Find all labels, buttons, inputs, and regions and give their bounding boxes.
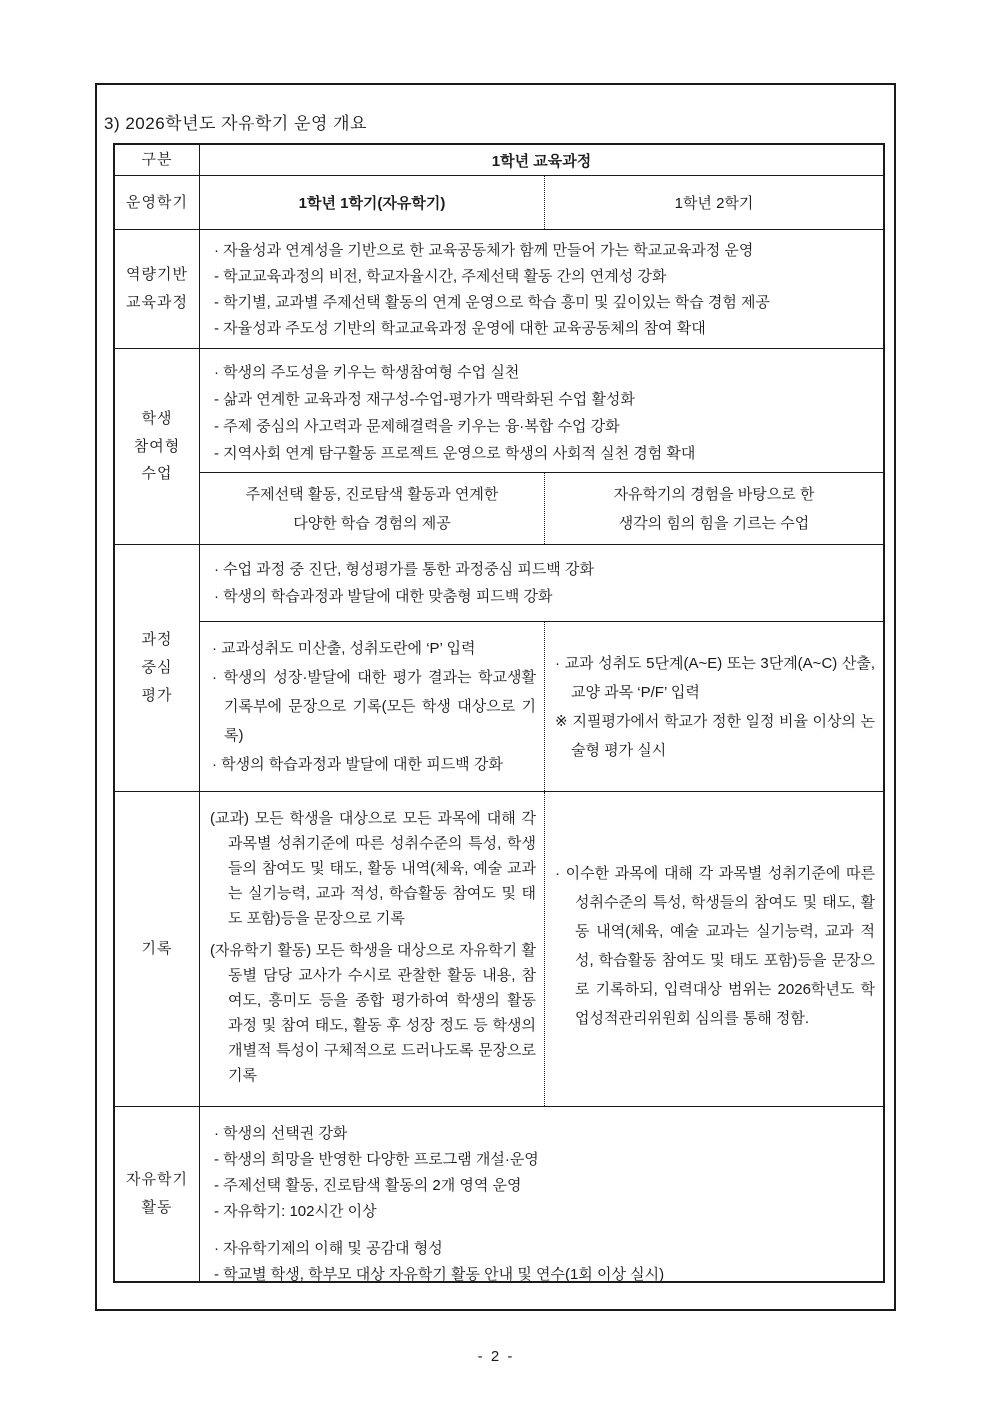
participation-label-line: 학생 [141,409,173,427]
bullet-item: · 학생의 학습과정과 발달에 대한 맞춤형 피드백 강화 [214,588,553,605]
participation-bullets [200,349,883,473]
competency-label-line: 역량기반 [126,266,188,284]
sub-left-line: 다양한 학습 경험의 제공 [293,514,451,532]
free-semester-label-line: 활동 [141,1199,173,1216]
bullet-group-gap [214,1225,871,1236]
table-row-header [115,145,883,176]
sub-right-line: 자유학기의 경험을 바탕으로 한 [613,485,815,503]
record-paragraph: · 이수한 과목에 대해 각 과목별 성취기준에 따른 성취수준의 특성, 학생들의 참여도 및 태도, 활동 내역(체육, 예술 교과는 실기능력, 교과 적성, 학습활동 참여도 및 태도 포함)등을 문장으로 기록하되, 입력대상 범위는 2026학년도 학업성적관리위원회 심의를 통해 정함. [555,864,875,1027]
assessment-sub-row [200,622,883,791]
bullet-item: · 학생의 주도성을 키우는 학생참여형 수업 실천 [214,364,520,381]
bullet-item: · 교과 성취도 5단계(A~E) 또는 3단계(A~C) 산출, 교양 과목 ‘P/F’ 입력 [555,654,875,701]
assessment-bullets [200,545,883,622]
document-title: 3) 2026학년도 자유학기 운영 개요 [104,114,367,133]
page-number: - 2 - [477,1348,515,1365]
free-semester-bullets [200,1107,883,1281]
bullet-item: - 삶과 연계한 교육과정 재구성-수업-평가가 맥락화된 수업 활성화 [214,391,635,408]
overview-table [113,143,885,1283]
header-curriculum-cell: 1학년 교육과정 [491,152,592,170]
participation-label-cell [115,349,200,544]
assessment-sub-left [200,622,545,791]
competency-label-line: 교육과정 [126,294,188,311]
bullet-item: - 자율성과 주도성 기반의 학교교육과정 운영에 대한 교육공동체의 참여 확대 [214,320,706,337]
table-row-record [115,792,883,1107]
table-row-semester [115,176,883,230]
semester-first-cell: 1학년 1학기(자유학기) [200,176,545,229]
record-label-cell: 기록 [115,792,200,1106]
assessment-label-line: 중심 [141,659,173,677]
table-row-competency [115,230,883,349]
bullet-item: · 학생의 성장·발달에 대한 평가 결과는 학교생활기록부에 문장으로 기록(모든 학생 대상으로 기록) [212,669,536,744]
participation-sub-left [200,473,545,544]
competency-label-cell [115,230,200,348]
sub-left-line: 주제선택 활동, 진로탐색 활동과 연계한 [245,485,499,503]
bullet-item: - 자유학기: 102시간 이상 [214,1203,377,1220]
bullet-item: · 자율성과 연계성을 기반으로 한 교육공동체가 함께 만들어 가는 학교교육과정 운영 [214,242,754,259]
semester-split [200,176,883,229]
bullet-item: - 주제 중심의 사고력과 문제해결력을 키우는 융·복합 수업 강화 [214,418,620,435]
bullet-item: - 학기별, 교과별 주제선택 활동의 연계 운영으로 학습 흥미 및 깊이있는 학습 경험 제공 [214,294,771,311]
bullet-item: - 학생의 희망을 반영한 다양한 프로그램 개설·운영 [214,1151,539,1168]
participation-sub-right [545,473,883,544]
bullet-item: · 교과성취도 미산출, 성취도란에 ‘P’ 입력 [212,640,476,657]
bullet-item: - 학교교육과정의 비전, 학교자율시간, 주제선택 활동 간의 연계성 강화 [214,268,667,285]
record-right-column [545,792,883,1106]
competency-content-cell [200,230,883,348]
record-paragraph: (교과) 모든 학생을 대상으로 모든 과목에 대해 각 과목별 성취기준에 따른 성취수준의 특성, 학생들의 참여도 및 태도, 활동 내역(체육, 예술 교과는 실기능력, 교과 적성, 학습활동 참여도 및 태도 포함)등을 문장으로 기록 [210,810,536,927]
semester-content-cell [200,176,883,229]
semester-label-cell: 운영학기 [115,176,200,229]
assessment-label-line: 과정 [141,631,173,649]
participation-sub-row [200,473,883,544]
bullet-item: · 학생의 학습과정과 발달에 대한 피드백 강화 [212,756,503,773]
bullet-item: - 학교별 학생, 학부모 대상 자유학기 활동 안내 및 연수(1회 이상 실시) [214,1266,665,1281]
record-paragraph: (자유학기 활동) 모든 학생을 대상으로 자유학기 활동별 담당 교사가 수시로 관찰한 활동 내용, 참여도, 흥미도 등을 종합 평가하여 학생의 활동 과정 및 참여 태도, 활동 후 성장 정도 등 학생의 개별적 특성이 구체적으로 드러나도록 문장으로 기록 [210,942,536,1084]
table-row-free-semester [115,1107,883,1281]
assessment-label-line: 평가 [141,686,173,704]
bullet-item: · 자유학기제의 이해 및 공감대 형성 [214,1240,443,1257]
sub-right-line: 생각의 힘의 힘을 기르는 수업 [618,514,810,532]
record-left-column [200,792,545,1106]
bullet-item: - 주제선택 활동, 진로탐색 활동의 2개 영역 운영 [214,1177,522,1194]
free-semester-label-line: 자유학기 [126,1171,188,1189]
bullet-item: · 수업 과정 중 진단, 형성평가를 통한 과정중심 피드백 강화 [214,561,594,578]
bullet-item: · 학생의 선택권 강화 [214,1125,348,1142]
bullet-item: - 지역사회 연계 탐구활동 프로젝트 운영으로 학생의 사회적 실천 경험 확대 [214,445,696,462]
semester-second-cell: 1학년 2학기 [674,195,754,212]
table-row-assessment [115,545,883,792]
participation-label-line: 참여형 [133,437,181,455]
participation-content-cell [200,349,883,544]
table-row-participation [115,349,883,545]
header-label-cell: 구분 [115,145,200,175]
participation-label-line: 수업 [141,465,173,483]
assessment-content-cell [200,545,883,791]
assessment-label-cell [115,545,200,791]
bullet-item: ※ 지필평가에서 학교가 정한 일정 비율 이상의 논술형 평가 실시 [555,712,875,759]
free-semester-content-cell [200,1107,883,1281]
assessment-sub-right [545,622,883,791]
record-content-cell [200,792,883,1106]
competency-bullets [200,230,883,346]
free-semester-label-cell [115,1107,200,1281]
